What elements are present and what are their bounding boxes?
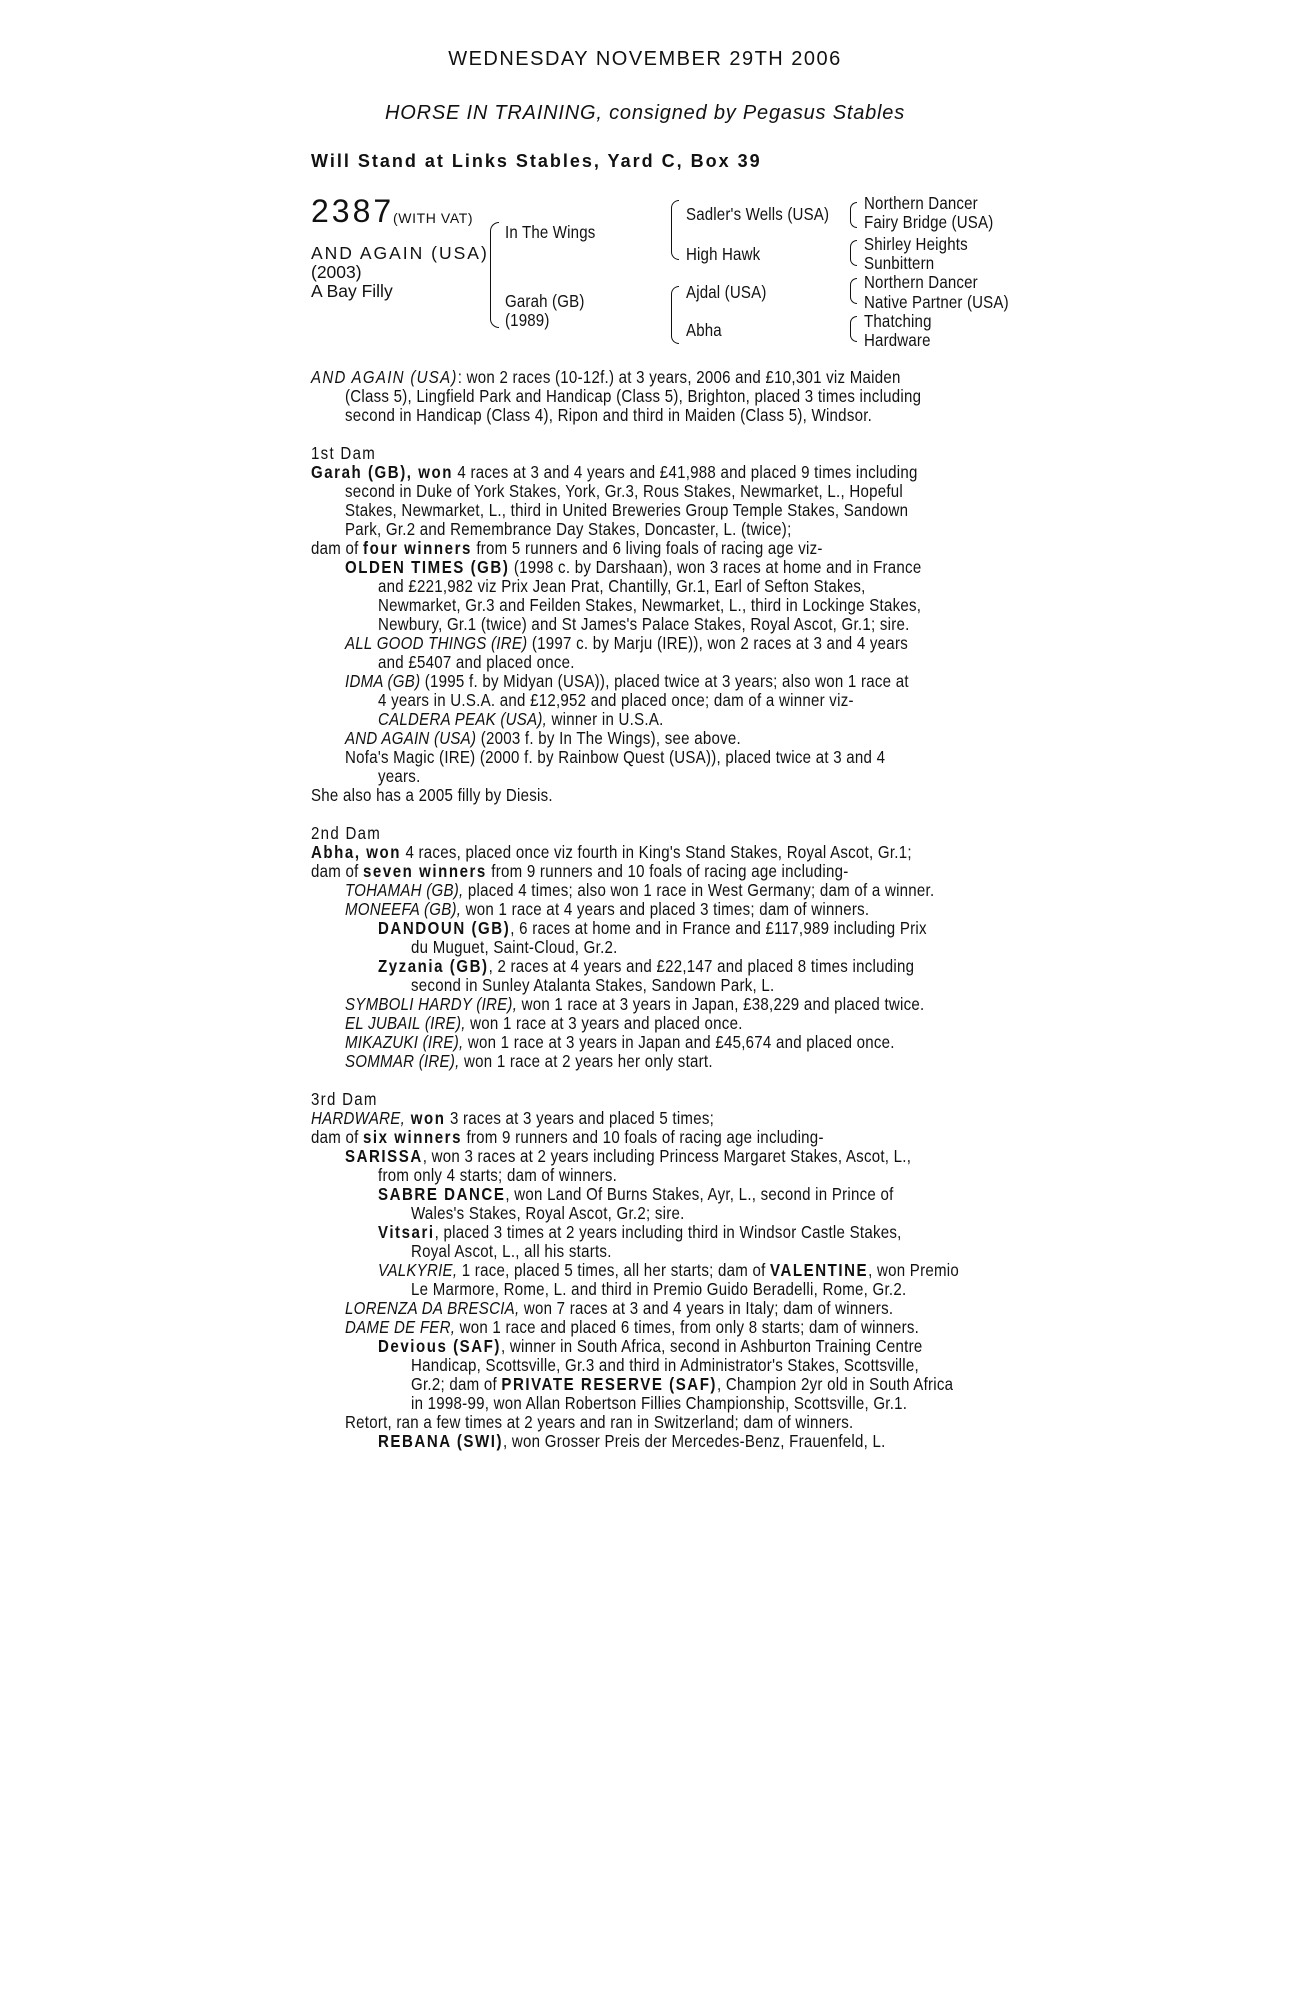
sale-date: WEDNESDAY NOVEMBER 29TH 2006 [448, 48, 842, 70]
third-dam-grandprogeny-4-cont-3: in 1998-99, won Allan Robertson Fillies Championship, Scottsville, Gr.1. [411, 1393, 908, 1413]
third-dam-progeny-1: SARISSA, won 3 races at 2 years including Princess Margaret Stakes, Ascot, L., [345, 1146, 912, 1166]
first-dam-progeny-3-winner: CALDERA PEAK (USA), winner in U.S.A. [378, 709, 664, 729]
third-dam-grandprogeny-2-cont: Royal Ascot, L., all his starts. [411, 1241, 612, 1261]
second-dam-progeny-6: SOMMAR (IRE), won 1 race at 2 years her only start. [345, 1051, 713, 1071]
second-dam-heading: 2nd Dam [311, 823, 382, 843]
third-dam-grandprogeny-2: Vitsari, placed 3 times at 2 years including third in Windsor Castle Stakes, [378, 1222, 902, 1242]
third-dam-grandprogeny-4-cont-1: Handicap, Scottsville, Gr.3 and third in Administrator's Stakes, Scottsville, [411, 1355, 919, 1375]
third-dam-progeny-1-cont: from only 4 starts; dam of winners. [378, 1165, 618, 1185]
first-dam-line-3: Stakes, Newmarket, L., third in United Breweries Group Temple Stakes, Sandown [345, 500, 909, 520]
pedigree-brace-g3 [850, 278, 857, 304]
summary-line-3: second in Handicap (Class 4), Ripon and third in Maiden (Class 5), Windsor. [345, 405, 873, 425]
pedigree-brace-g4 [850, 316, 857, 342]
consignment-line: HORSE IN TRAINING, consigned by Pegasus Stables [384, 102, 906, 124]
pedigree-brace-sire [671, 200, 679, 260]
third-dam-progeny-3: DAME DE FER, won 1 race and placed 6 times, from only 8 starts; dam of winners. [345, 1317, 920, 1337]
second-dam-progeny-5: MIKAZUKI (IRE), won 1 race at 3 years in Japan and £45,674 and placed once. [345, 1032, 895, 1052]
second-dam-grandprogeny-1-cont: du Muguet, Saint-Cloud, Gr.2. [411, 937, 618, 957]
first-dam-progeny-1-cont-1: and £221,982 viz Prix Jean Prat, Chantilly, Gr.1, Earl of Sefton Stakes, [378, 576, 866, 596]
pedigree-g3-1: Northern Dancer [864, 193, 978, 213]
pedigree-brace-dam [671, 286, 679, 344]
second-dam-grandprogeny-2-cont: second in Sunley Atalanta Stakes, Sandown Park, L. [411, 975, 775, 995]
summary-line-1: AND AGAIN (USA): won 2 races (10-12f.) at 3 years, 2006 and £10,301 viz Maiden [311, 367, 901, 387]
horse-description: A Bay Filly [311, 281, 393, 301]
third-dam-progeny-2: LORENZA DA BRESCIA, won 7 races at 3 and 4 years in Italy; dam of winners. [345, 1298, 894, 1318]
first-dam-line-1: Garah (GB), won 4 races at 3 and 4 years and £41,988 and placed 9 times including [311, 462, 918, 482]
first-dam-progeny-1-cont-3: Newbury, Gr.1 (twice) and St James's Palace Stakes, Royal Ascot, Gr.1; sire. [378, 614, 910, 634]
vat-note: (WITH VAT) [393, 210, 474, 226]
pedigree-brace-g1 [850, 202, 857, 228]
first-dam-progeny-1: OLDEN TIMES (GB) (1998 c. by Darshaan), won 3 races at home and in France [345, 557, 922, 577]
first-dam-progeny-2-cont: and £5407 and placed once. [378, 652, 575, 672]
third-dam-heading: 3rd Dam [311, 1089, 378, 1109]
second-dam-progeny-2: MONEEFA (GB), won 1 race at 4 years and placed 3 times; dam of winners. [345, 899, 870, 919]
pedigree-brace-g2 [850, 240, 857, 266]
third-dam-grandprogeny-4: Devious (SAF), winner in South Africa, second in Ashburton Training Centre [378, 1336, 923, 1356]
second-dam-progeny-1: TOHAMAH (GB), placed 4 times; also won 1 race in West Germany; dam of a winner. [345, 880, 935, 900]
first-dam-progeny-1-cont-2: Newmarket, Gr.3 and Feilden Stakes, Newmarket, L., third in Lockinge Stakes, [378, 595, 922, 615]
first-dam-progeny-3: IDMA (GB) (1995 f. by Midyan (USA)), placed twice at 3 years; also won 1 race at [345, 671, 909, 691]
first-dam-line-4: Park, Gr.2 and Remembrance Day Stakes, Doncaster, L. (twice); [345, 519, 792, 539]
pedigree-g3-3: Shirley Heights [864, 234, 968, 254]
second-dam-grandprogeny-1: DANDOUN (GB), 6 races at home and in France and £117,989 including Prix [378, 918, 927, 938]
third-dam-grandprogeny-1-cont: Wales's Stakes, Royal Ascot, Gr.2; sire. [411, 1203, 685, 1223]
first-dam-progeny-4: AND AGAIN (USA) (2003 f. by In The Wings), see above. [345, 728, 741, 748]
first-dam-progeny-5: Nofa's Magic (IRE) (2000 f. by Rainbow Quest (USA)), placed twice at 3 and 4 [345, 747, 886, 767]
pedigree-dam-dam: Abha [686, 320, 722, 340]
horse-name: AND AGAIN (USA) [311, 243, 489, 263]
first-dam-progeny-2: ALL GOOD THINGS (IRE) (1997 c. by Marju (IRE)), won 2 races at 3 and 4 years [345, 633, 908, 653]
second-dam-grandprogeny-2: Zyzania (GB), 2 races at 4 years and £22,147 and placed 8 times including [378, 956, 915, 976]
third-dam-grandprogeny-4-cont-2: Gr.2; dam of PRIVATE RESERVE (SAF), Champion 2yr old in South Africa [411, 1374, 954, 1394]
pedigree-sire: In The Wings [505, 222, 596, 242]
pedigree-g3-6: Native Partner (USA) [864, 292, 1009, 312]
foaling-year: (2003) [311, 262, 362, 282]
second-dam-line-2: dam of seven winners from 9 runners and 10 foals of racing age including- [311, 861, 849, 881]
pedigree-sire-dam: High Hawk [686, 244, 761, 264]
third-dam-grandprogeny-5: REBANA (SWI), won Grosser Preis der Mercedes-Benz, Frauenfeld, L. [378, 1431, 886, 1451]
first-dam-line-2: second in Duke of York Stakes, York, Gr.3, Rous Stakes, Newmarket, L., Hopeful [345, 481, 904, 501]
pedigree-g3-2: Fairy Bridge (USA) [864, 212, 994, 232]
first-dam-note: She also has a 2005 filly by Diesis. [311, 785, 553, 805]
summary-line-2: (Class 5), Lingfield Park and Handicap (Class 5), Brighton, placed 3 times including [345, 386, 922, 406]
pedigree-dam: Garah (GB) [505, 291, 585, 311]
pedigree-dam-sire: Ajdal (USA) [686, 282, 767, 302]
third-dam-grandprogeny-3: VALKYRIE, 1 race, placed 5 times, all her starts; dam of VALENTINE, won Premio [378, 1260, 960, 1280]
third-dam-progeny-4: Retort, ran a few times at 2 years and ran in Switzerland; dam of winners. [345, 1412, 854, 1432]
first-dam-progeny-5-cont: years. [378, 766, 421, 786]
second-dam-line-1: Abha, won 4 races, placed once viz fourth in King's Stand Stakes, Royal Ascot, Gr.1; [311, 842, 912, 862]
second-dam-progeny-3: SYMBOLI HARDY (IRE), won 1 race at 3 years in Japan, £38,229 and placed twice. [345, 994, 925, 1014]
first-dam-heading: 1st Dam [311, 443, 377, 463]
second-dam-progeny-4: EL JUBAIL (IRE), won 1 race at 3 years and placed once. [345, 1013, 743, 1033]
summary-horse-name: AND AGAIN (USA) [311, 367, 458, 387]
first-dam-line-5: dam of four winners from 5 runners and 6 living foals of racing age viz- [311, 538, 823, 558]
pedigree-g3-7: Thatching [864, 311, 932, 331]
pedigree-g3-8: Hardware [864, 330, 931, 350]
pedigree-g3-4: Sunbittern [864, 253, 935, 273]
third-dam-line-2: dam of six winners from 9 runners and 10 foals of racing age including- [311, 1127, 824, 1147]
first-dam-progeny-3-cont: 4 years in U.S.A. and £12,952 and placed once; dam of a winner viz- [378, 690, 854, 710]
pedigree-sire-sire: Sadler's Wells (USA) [686, 204, 830, 224]
third-dam-line-1: HARDWARE, won 3 races at 3 years and placed 5 times; [311, 1108, 715, 1128]
stabling-location: Will Stand at Links Stables, Yard C, Box 39 [311, 151, 762, 171]
pedigree-brace-gen1 [490, 222, 499, 328]
third-dam-grandprogeny-3-cont: Le Marmore, Rome, L. and third in Premio Guido Beradelli, Rome, Gr.2. [411, 1279, 907, 1299]
pedigree-g3-5: Northern Dancer [864, 272, 978, 292]
third-dam-grandprogeny-1: SABRE DANCE, won Land Of Burns Stakes, Ayr, L., second in Prince of [378, 1184, 894, 1204]
lot-number: 2387 [311, 193, 395, 229]
pedigree-dam-year: (1989) [505, 310, 550, 330]
